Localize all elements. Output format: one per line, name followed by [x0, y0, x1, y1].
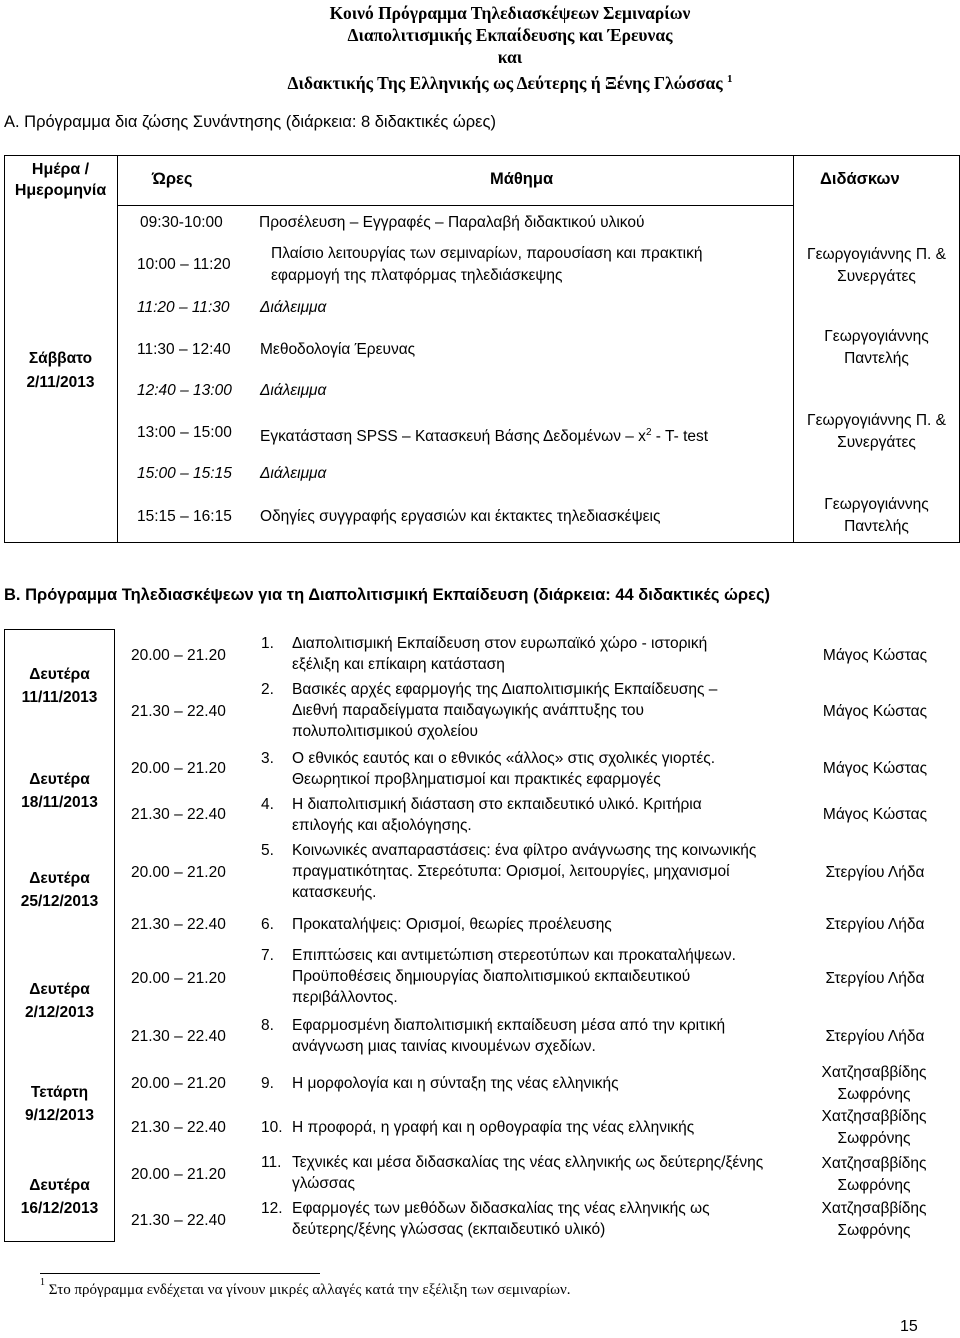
session-time: 20.00 – 21.20	[131, 1075, 226, 1092]
document-title	[0, 2, 960, 94]
item-text: Εφαρμοσμένη διαπολιτισμική εκπαίδευση μέσα από την κριτική ανάγνωση μιας ταινίας κινουμένων σχεδίων.	[292, 1017, 726, 1055]
item-teacher: Χατζησαββίδης Σωφρόνης	[821, 1155, 927, 1194]
item-text: Εφαρμογές των μεθόδων διδασκαλίας της νέας ελληνικής ως δεύτερης/ξένης γλώσσας (εκπαιδευτικό υλικό)	[292, 1200, 710, 1238]
day-name: Δευτέρα	[29, 981, 90, 998]
day-name: Δευτέρα	[29, 666, 90, 683]
item-text: Η προφορά, η γραφή και η ορθογραφία της νέας ελληνικής	[292, 1119, 695, 1136]
day-name: Δευτέρα	[29, 1177, 90, 1194]
day-date: 18/11/2013	[21, 794, 98, 811]
item-number: 7.	[261, 947, 274, 964]
footnote-ref: 1	[726, 73, 733, 85]
row-lesson: Οδηγίες συγγραφής εργασιών και έκτακτες τηλεδιασκέψεις	[260, 508, 661, 525]
row-time: 12:40 – 13:00	[137, 382, 232, 399]
footnote-separator	[40, 1273, 320, 1274]
item-teacher: Χατζησαββίδης Σωφρόνης	[821, 1108, 927, 1147]
item-teacher: Στεργίου Λήδα	[825, 864, 925, 881]
day-name: Σάββατο	[28, 350, 93, 367]
session-time: 21.30 – 22.40	[131, 1212, 226, 1229]
row-time: 11:20 – 11:30	[137, 299, 230, 316]
row-teacher: Γεωργογιάννης Παντελής	[824, 328, 929, 367]
item-number: 12.	[261, 1200, 283, 1217]
item-text: Η διαπολιτισμική διάσταση στο εκπαιδευτικό υλικό. Κριτήρια επιλογής και αξιολόγησης.	[292, 796, 702, 834]
item-text: Διαπολιτισμική Εκπαίδευση στον ευρωπαϊκό χώρο - ιστορική εξέλιξη και επίκαιρη κατάσταση	[292, 635, 708, 673]
item-teacher: Στεργίου Λήδα	[825, 916, 925, 933]
row-time: 15:00 – 15:15	[137, 465, 232, 482]
row-time: 11:30 – 12:40	[137, 341, 231, 358]
page-number: 15	[900, 1318, 918, 1335]
title-line-3: και	[497, 47, 523, 67]
item-teacher: Μάγος Κώστας	[822, 647, 928, 664]
item-number: 11.	[261, 1154, 282, 1171]
row-lesson: Μεθοδολογία Έρευνας	[260, 341, 416, 358]
row-lesson: Εγκατάσταση SPSS – Κατασκευή Βάσης Δεδομένων – $x^2 - T-$ test	[260, 427, 709, 446]
item-teacher: Μάγος Κώστας	[822, 806, 928, 823]
session-time: 21.30 – 22.40	[131, 1119, 226, 1136]
session-time: 20.00 – 21.20	[131, 760, 226, 777]
row-teacher: Γεωργογιάννης Π. & Συνεργάτες	[807, 246, 946, 285]
item-number: 8.	[261, 1017, 274, 1034]
header-hours: Ώρες	[152, 170, 193, 188]
item-teacher: Χατζησαββίδης Σωφρόνης	[821, 1200, 927, 1239]
day-date: 11/11/2013	[21, 689, 98, 706]
item-text: Κοινωνικές αναπαραστάσεις: ένα φίλτρο ανάγνωσης της κοινωνικής πραγματικότητας. Στερεότυπα: Ορισμοί, λειτουργίες, μηχανισμοί κατασκευής.	[292, 842, 757, 901]
day-date: 25/12/2013	[20, 893, 99, 910]
row-time: 09:30-10:00	[140, 214, 223, 231]
item-number: 3.	[261, 750, 274, 767]
day-name: Δευτέρα	[29, 771, 90, 788]
row-teacher: Γεωργογιάννης Παντελής	[824, 496, 929, 535]
item-text: Ο εθνικός εαυτός και ο εθνικός «άλλος» στις σχολικές γιορτές. Θεωρητικοί προβληματισμοί και πρακτικές εφαρμογές	[292, 750, 716, 788]
item-text: Προκαταλήψεις: Ορισμοί, θεωρίες προέλευσης	[292, 916, 612, 933]
item-teacher: Μάγος Κώστας	[822, 760, 928, 777]
row-lesson: Διάλειμμα	[260, 465, 327, 482]
row-time: 15:15 – 16:15	[137, 508, 232, 525]
day-date: 2/11/2013	[26, 374, 95, 391]
session-time: 20.00 – 21.20	[131, 647, 226, 664]
day-date: 2/12/2013	[25, 1004, 94, 1021]
item-number: 2.	[261, 681, 274, 698]
row-lesson: Πλαίσιο λειτουργίας των σεμιναρίων, παρουσίαση και πρακτική εφαρμογή της πλατφόρμας τηλεδιάσκεψης	[271, 245, 703, 284]
footnote: $^1$ Στο πρόγραμμα ενδέχεται να γίνουν μικρές αλλαγές κατά την εξέλιξη των σεμιναρίων.	[40, 1277, 571, 1298]
item-text: Η μορφολογία και η σύνταξη της νέας ελληνικής	[292, 1075, 619, 1092]
item-teacher: Χατζησαββίδης Σωφρόνης	[821, 1064, 927, 1103]
item-teacher: Στεργίου Λήδα	[825, 970, 925, 987]
item-number: 9.	[261, 1075, 274, 1092]
item-teacher: Στεργίου Λήδα	[825, 1028, 925, 1045]
session-time: 20.00 – 21.20	[131, 1166, 226, 1183]
item-number: 5.	[261, 842, 274, 859]
item-number: 4.	[261, 796, 274, 813]
item-text: Επιπτώσεις και αντιμετώπιση στερεοτύπων και προκαταλήψεων. Προϋποθέσεις δημιουργίας διαπολιτισμικού εκπαιδευτικού περιβάλλοντος.	[292, 947, 736, 1006]
session-time: 21.30 – 22.40	[131, 916, 226, 933]
row-lesson: Προσέλευση – Εγγραφές – Παραλαβή διδακτικού υλικού	[259, 214, 645, 231]
section-a-heading: Α. Πρόγραμμα δια ζώσης Συνάντησης (διάρκεια: 8 διδακτικές ώρες)	[4, 113, 496, 131]
item-teacher: Μάγος Κώστας	[822, 703, 928, 720]
header-teacher: Διδάσκων	[820, 170, 900, 188]
header-lesson: Μάθημα	[490, 170, 554, 188]
row-lesson: Διάλειμμα	[260, 382, 327, 399]
title-line-2: Διαπολιτισμικής Εκπαίδευσης και Έρευνας	[347, 25, 673, 45]
item-text: Βασικές αρχές εφαρμογής της Διαπολιτισμικής Εκπαίδευσης – Διεθνή παραδείγματα παιδαγωγικής ανάπτυξης του πολυπολιτισμικού σχολείου	[292, 681, 718, 740]
section-b-days-table	[4, 629, 115, 1242]
item-number: 1.	[261, 635, 274, 652]
section-b-heading: Β. Πρόγραμμα Τηλεδιασκέψεων για τη Διαπολιτισμική Εκπαίδευση (διάρκεια: 44 διδακτικές ώρες)	[4, 586, 771, 604]
row-time: 13:00 – 15:00	[137, 424, 232, 441]
day-name: Τετάρτη	[30, 1084, 89, 1101]
item-text: Τεχνικές και μέσα διδασκαλίας της νέας ελληνικής ως δεύτερης/ξένης γλώσσας	[292, 1154, 764, 1192]
row-lesson: Διάλειμμα	[260, 299, 327, 316]
session-time: 21.30 – 22.40	[131, 806, 226, 823]
session-time: 21.30 – 22.40	[131, 703, 226, 720]
day-name: Δευτέρα	[29, 870, 90, 887]
session-time: 20.00 – 21.20	[131, 970, 226, 987]
header-day: Ημέρα / Ημερομηνία	[14, 161, 107, 199]
row-teacher: Γεωργογιάννης Π. & Συνεργάτες	[807, 412, 946, 451]
title-line-1: Κοινό Πρόγραμμα Τηλεδιασκέψεων Σεμιναρίων	[329, 3, 691, 23]
title-line-4: Διδακτικής Της Ελληνικής ως Δεύτερης ή Ξένης Γλώσσας $^1$	[287, 72, 733, 93]
session-time: 20.00 – 21.20	[131, 864, 226, 881]
day-date: 16/12/2013	[20, 1200, 99, 1217]
row-time: 10:00 – 11:20	[137, 256, 231, 273]
session-time: 21.30 – 22.40	[131, 1028, 226, 1045]
day-date: 9/12/2013	[25, 1107, 94, 1124]
item-number: 10.	[261, 1119, 283, 1136]
item-number: 6.	[261, 916, 274, 933]
